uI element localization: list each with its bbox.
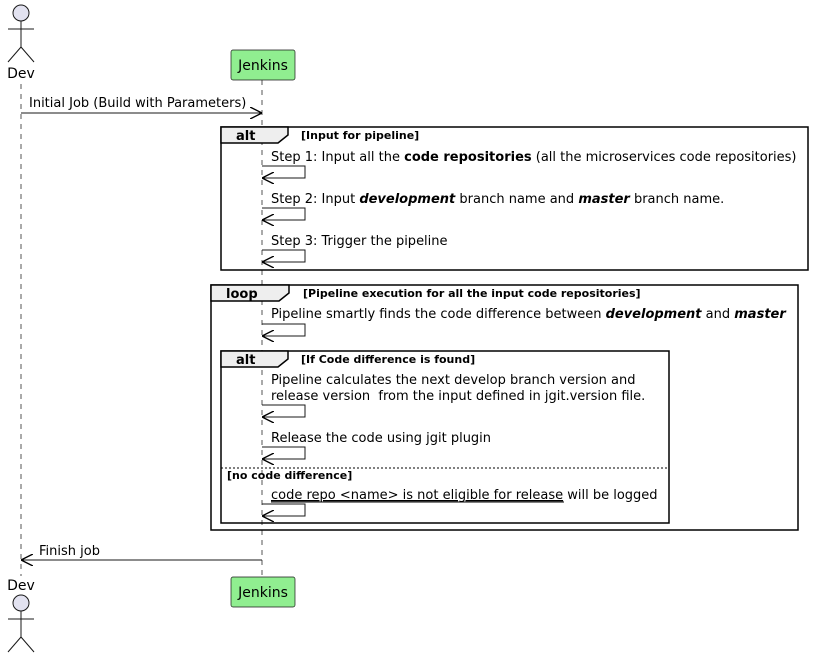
self-arrow-not-eligible [262, 504, 305, 516]
jenkins-participant-top [231, 50, 295, 80]
message-step2: Step 2: Input development branch name and master branch name. [271, 192, 725, 207]
message-calc-version-line2: release version from the input defined in jgit.version file. [271, 389, 646, 404]
fragment-alt-diff-condition: [If Code difference is found] [301, 353, 476, 366]
self-arrow-step2 [262, 208, 305, 220]
dev-name-top: Dev [7, 66, 35, 82]
fragment-alt-diff-else-condition: [no code difference] [227, 469, 353, 482]
message-release-code: Release the code using jgit plugin [271, 431, 492, 446]
message-not-eligible: code repo <name> is not eligible for release will be logged [271, 488, 658, 503]
dev-name-bottom: Dev [7, 578, 35, 594]
message-initial-job: Initial Job (Build with Parameters) [29, 96, 247, 111]
message-step1: Step 1: Input all the code repositories (all the microservices code repositories) [271, 150, 797, 165]
self-arrow-release-code [262, 447, 305, 459]
fragment-alt-input-keyword: alt [236, 129, 256, 144]
dev-actor-icon [13, 5, 29, 21]
dev-actor-icon-bottom [13, 595, 29, 611]
jenkins-participant-bottom [231, 577, 295, 607]
message-finish-job: Finish job [39, 544, 100, 559]
self-arrow-finds-difference [262, 324, 305, 336]
dev-actor-top [7, 5, 35, 82]
message-calc-version-line1: Pipeline calculates the next develop branch version and [271, 373, 636, 388]
fragment-loop-condition: [Pipeline execution for all the input code repositories] [303, 287, 641, 300]
message-step3: Step 3: Trigger the pipeline [271, 234, 448, 249]
self-arrow-step3 [262, 250, 305, 262]
jenkins-name-top: Jenkins [238, 58, 288, 74]
self-arrow-calc-version [262, 405, 305, 417]
dev-actor-bottom [7, 578, 35, 652]
fragment-alt-input-condition: [Input for pipeline] [301, 129, 420, 142]
fragment-alt-diff-keyword: alt [236, 353, 256, 368]
fragment-loop-keyword: loop [226, 287, 258, 302]
jenkins-name-bottom: Jenkins [238, 585, 288, 601]
self-arrow-step1 [262, 166, 305, 178]
message-finds-difference: Pipeline smartly finds the code difference between development and master [271, 307, 786, 322]
